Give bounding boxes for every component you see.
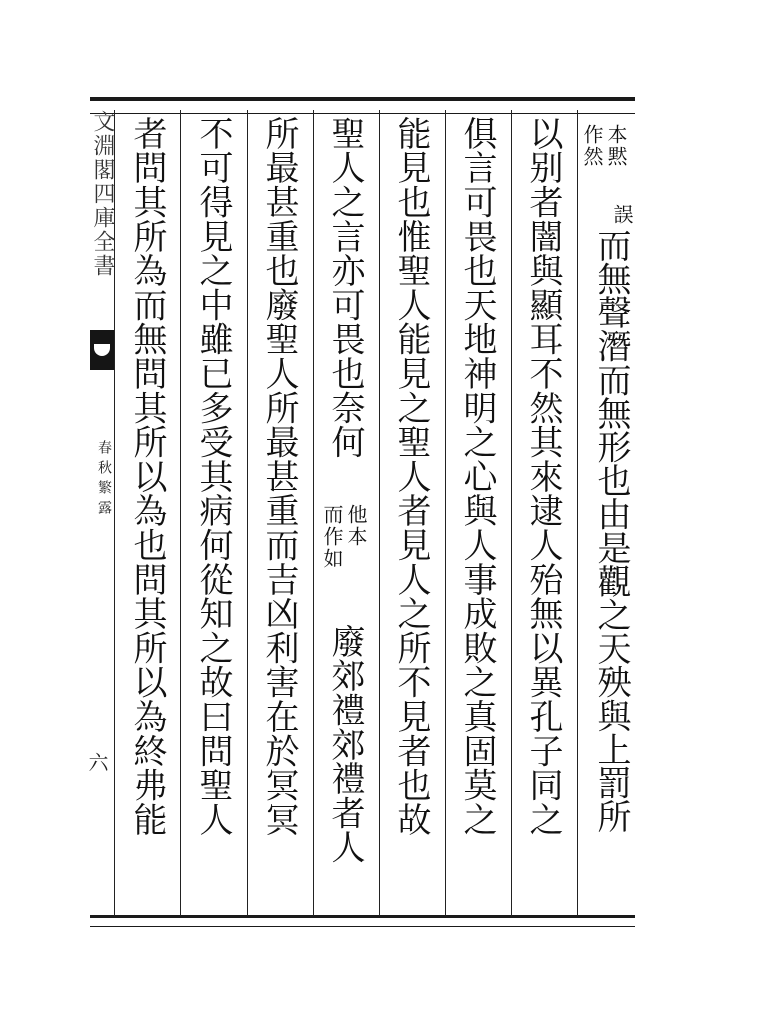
column-rule [247,110,248,916]
spine-title: 文淵閣四庫全書 [90,110,115,278]
annotation-left: 而作如 [320,504,344,570]
annotation-right: 他本 [344,504,368,548]
annotation-left: 作然 [580,124,604,168]
text-column-7 [184,116,246,916]
column-rule [379,110,380,916]
column-rule [577,110,578,916]
column-text: 廢郊禮郊禮者人 [325,624,365,865]
column-rule [180,110,181,916]
text-column-2 [514,116,576,916]
column-rule [445,110,446,916]
column-rule [511,110,512,916]
text-column-3 [448,116,510,916]
column-text: 能見也惟聖人能見之聖人者見人之所不見者也故 [391,116,431,837]
text-column-1 [580,116,642,916]
column-text: 不可得見之中雖已多受其病何從知之故曰問聖人 [193,116,233,837]
top-border [90,97,635,114]
annotation-tail: 誤 [610,204,634,226]
text-column-4 [382,116,444,916]
bottom-border [90,915,635,927]
text-column-5 [316,116,378,916]
text-column-8 [118,116,180,916]
column-rule [313,110,314,916]
annotation [320,504,368,570]
column-text: 聖人之言亦可畏也奈何 [325,116,365,459]
annotation-right: 本黙 [604,124,628,168]
spine-subtitle: 春秋繁露 [96,440,112,520]
text-column-6 [250,116,312,916]
column-text: 而無聲潛而無形也由是觀之天殃與上罰所 [591,228,631,833]
column-text: 俱言可畏也天地神明之心與人事成敗之真固莫之 [457,116,497,837]
column-text: 以别者闇與顯耳不然其來逮人殆無以異孔子同之 [523,116,563,837]
page-number: 六 [85,752,109,772]
annotation [580,124,628,168]
column-text: 所最甚重也廢聖人所最甚重而吉凶利害在於冥冥 [259,116,299,837]
fish-tail-mark [90,330,114,370]
column-text: 者問其所為而無問其所以為也問其所以為終弗能 [127,116,167,837]
